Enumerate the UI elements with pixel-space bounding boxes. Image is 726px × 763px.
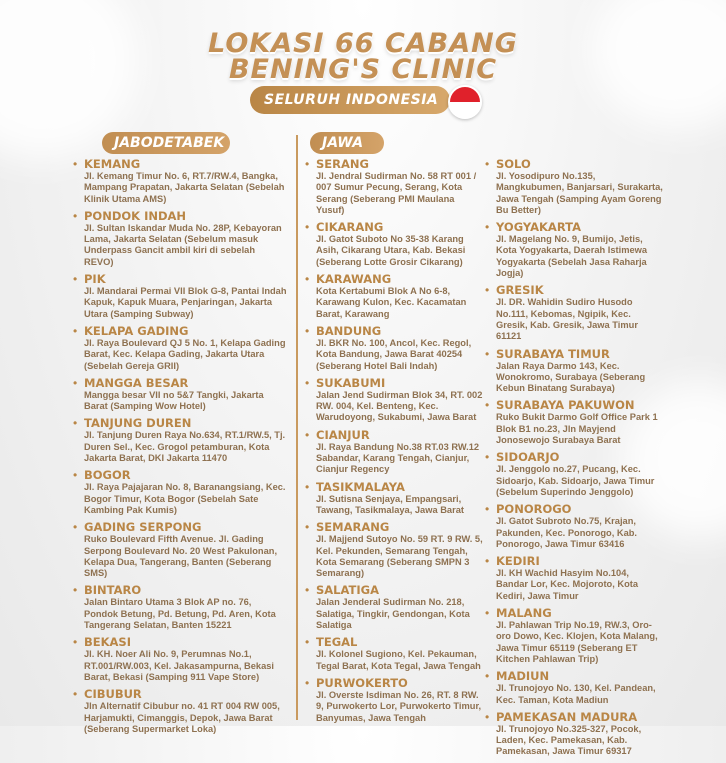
location-address: Kota Kertabumi Blok A No 6-8, Karawang Kulon, Kec. Kacamatan Barat, Karawang xyxy=(316,286,467,319)
location-name: BINTARO xyxy=(84,583,142,598)
location-name: MADIUN xyxy=(496,669,550,684)
location-entry xyxy=(485,711,663,758)
location-name: SURABAYA PAKUWON xyxy=(496,398,635,413)
location-entry xyxy=(305,158,483,216)
section-heading-jawa: JAWA xyxy=(310,132,384,154)
location-address: Jl. Raya Bandung No.38 RT.03 RW.12 Sabandar, Karang Tengah, Cianjur, Cianjur Regency xyxy=(316,441,480,475)
bullet-icon: • xyxy=(73,635,78,650)
location-name: CIBUBUR xyxy=(84,687,142,702)
location-address: Jl. Jenggolo no.27, Pucang, Kec. Sidoarjo, Kab. Sidoarjo, Jawa Timur (Sebelum Superindo Jenggolo) xyxy=(496,464,655,497)
location-name: CIKARANG xyxy=(316,220,384,235)
location-entry xyxy=(73,469,287,516)
location-name: KEDIRI xyxy=(496,554,540,569)
location-name: PURWOKERTO xyxy=(316,675,408,690)
bullet-icon: • xyxy=(73,272,78,287)
bullet-icon: • xyxy=(485,709,490,724)
location-name: MANGGA BESAR xyxy=(84,375,189,390)
location-name: SUKABUMI xyxy=(316,375,386,390)
location-name: PONOROGO xyxy=(496,502,572,517)
bullet-icon: • xyxy=(305,323,310,338)
location-entry xyxy=(73,584,287,631)
bullet-icon: • xyxy=(305,375,310,390)
location-address: Jl. DR. Wahidin Sudiro Husodo No.111, Kebomas, Ngipik, Kec. Gresik, Kab. Gresik, Jawa Timur 61121 xyxy=(496,297,638,342)
location-name: SURABAYA TIMUR xyxy=(496,346,610,361)
location-name: SEMARANG xyxy=(316,520,390,535)
location-entry xyxy=(305,273,483,320)
location-entry xyxy=(305,584,483,631)
location-address: Jln Alternatif Cibubur no. 41 RT 004 RW 005, Harjamukti, Cimanggis, Depok, Jawa Barat (Seberang Supermarket Loka) xyxy=(84,701,280,734)
location-name: BANDUNG xyxy=(316,323,382,338)
title-line-1: LOKASI 66 CABANG xyxy=(208,28,518,59)
location-entry xyxy=(485,399,663,446)
location-address: Jl. Trunojoyo No. 130, Kel. Pandean, Kec. Taman, Kota Madiun xyxy=(496,683,656,705)
location-name: GRESIK xyxy=(496,283,544,298)
location-entry xyxy=(485,348,663,395)
location-name: MALANG xyxy=(496,606,552,621)
location-entry xyxy=(485,670,663,706)
indonesia-flag-icon xyxy=(448,85,482,119)
location-entry xyxy=(485,284,663,342)
location-entry xyxy=(73,521,287,579)
location-address: Jalan Raya Darmo 143, Kec. Wonokromo, Surabaya (Seberang Kebun Binatang Surabaya) xyxy=(496,360,646,394)
location-address: Jl. Sutisna Senjaya, Empangsari, Tawang, Tasikmalaya, Jawa Barat xyxy=(316,493,464,515)
column-divider xyxy=(296,135,298,720)
location-address: Jl. Pahlawan Trip No.19, RW.3, Oro-oro Dowo, Kec. Klojen, Kota Malang, Jawa Timur 65119 (Seberang ET Kitchen Pahlawan Trip) xyxy=(496,620,658,664)
bullet-icon: • xyxy=(485,346,490,361)
location-address: Ruko Boulevard Fifth Avenue. Jl. Gading Serpong Boulevard No. 20 West Pakulonan, Kelapa Dua, Tangerang, Banten (Seberang SMS) xyxy=(84,534,278,579)
location-column-jabodetabek xyxy=(73,158,287,740)
location-name: SALATIGA xyxy=(316,583,379,598)
bullet-icon: • xyxy=(73,323,78,338)
subtitle-badge xyxy=(250,86,450,114)
location-entry xyxy=(305,521,483,579)
location-name: YOGYAKARTA xyxy=(496,220,582,235)
location-name: PIK xyxy=(84,272,106,287)
location-column-jawa xyxy=(305,158,483,729)
location-name: SERANG xyxy=(316,157,369,171)
location-address: Jl. Majjend Sutoyo No. 59 RT. 9 RW. 5, Kel. Pekunden, Semarang Tengah, Kota Semarang (Seberang SMPN 3 Semarang) xyxy=(316,534,483,579)
location-entry xyxy=(485,221,663,279)
location-name: TEGAL xyxy=(316,635,358,650)
location-address: Jl. KH. Noer Ali No. 9, Perumnas No.1, RT.001/RW.003, Kel. Jakasampurna, Bekasi Barat, Bekasi (Samping 911 Vape Store) xyxy=(84,649,275,682)
location-entry xyxy=(73,417,287,464)
location-name: BOGOR xyxy=(84,468,131,483)
location-name: TASIKMALAYA xyxy=(316,479,405,494)
bullet-icon: • xyxy=(485,502,490,517)
location-address: Jl. Sultan Iskandar Muda No. 28P, Kebayoran Lama, Jakarta Selatan (Sebelum masuk Underpass Gancit ambil kiri di sebelah REVO) xyxy=(84,222,282,267)
bullet-icon: • xyxy=(73,157,78,171)
bullet-icon: • xyxy=(485,283,490,298)
location-name: PONDOK INDAH xyxy=(84,208,187,223)
location-name: GADING SERPONG xyxy=(84,520,202,535)
location-entry xyxy=(305,677,483,724)
location-address: Jl. Raya Boulevard QJ 5 No. 1, Kelapa Gading Barat, Kec. Kelapa Gading, Jakarta Utara (Sebelah Gereja GRII) xyxy=(84,337,286,371)
bullet-icon: • xyxy=(485,606,490,621)
location-entry xyxy=(485,158,663,216)
bullet-icon: • xyxy=(485,220,490,235)
bullet-icon: • xyxy=(73,687,78,702)
bullet-icon: • xyxy=(73,375,78,390)
location-name: PAMEKASAN MADURA xyxy=(496,709,638,724)
location-name: CIANJUR xyxy=(316,427,370,442)
bullet-icon: • xyxy=(305,157,310,171)
bullet-icon: • xyxy=(305,427,310,442)
location-entry xyxy=(485,503,663,550)
location-entry xyxy=(485,607,663,665)
location-entry xyxy=(305,221,483,268)
location-entry xyxy=(73,688,287,735)
bullet-icon: • xyxy=(485,554,490,569)
location-name: TANJUNG DUREN xyxy=(84,416,192,431)
location-entry xyxy=(73,210,287,268)
location-address: Jl. Mandarai Permai VII Blok G-8, Pantai Indah Kapuk, Kapuk Muara, Penjaringan, Jakarta Utara (Samping Subway) xyxy=(84,286,287,319)
location-address: Jl. Kemang Timur No. 6, RT.7/RW.4, Bangka, Mampang Prapatan, Jakarta Selatan (Sebelah Klinik Utama AMS) xyxy=(84,171,285,204)
bullet-icon: • xyxy=(305,520,310,535)
location-address: Jl. Kolonel Sugiono, Kel. Pekauman, Tegal Barat, Kota Tegal, Jawa Tengah xyxy=(316,649,481,671)
location-address: Jl. KH Wachid Hasyim No.104, Bandar Lor, Kec. Mojoroto, Kota Kediri, Jawa Timur xyxy=(496,568,639,601)
location-address: Jl. Raya Pajajaran No. 8, Baranangsiang, Kec. Bogor Timur, Kota Bogor (Sebelah Sate Kambing Pak Kumis) xyxy=(84,482,286,515)
bullet-icon: • xyxy=(305,675,310,690)
location-name: KARAWANG xyxy=(316,272,392,287)
location-address: Ruko Bukit Darmo Golf Office Park 1 Blok B1 no.23, Jln Mayjend Jonosewojo Surabaya Barat xyxy=(496,412,658,446)
location-entry xyxy=(305,429,483,476)
bullet-icon: • xyxy=(73,583,78,598)
location-address: Mangga besar VII no 5&7 Tangki, Jakarta Barat (Samping Wow Hotel) xyxy=(84,389,264,412)
location-name: KEMANG xyxy=(84,157,141,171)
location-address: Jl. Overste Isdiman No. 26, RT. 8 RW. 9, Purwokerto Lor, Purwokerto Timur, Banyumas, Jawa Tengah xyxy=(316,689,482,723)
bullet-icon: • xyxy=(305,479,310,494)
location-entry xyxy=(73,273,287,320)
location-address: Jl. Gatot Subroto No.75, Krajan, Pakunden, Kec. Ponorogo, Kab. Ponorogo, Jawa Timur 63416 xyxy=(496,516,638,549)
bullet-icon: • xyxy=(485,450,490,465)
location-entry xyxy=(305,636,483,672)
location-entry xyxy=(73,325,287,372)
location-entry xyxy=(305,377,483,424)
location-address: Jl. Jendral Sudirman No. 58 RT 001 / 007 Sumur Pecung, Serang, Kota Serang (Seberang PMI Maulana Yusuf) xyxy=(316,171,477,215)
location-address: Jl. Magelang No. 9, Bumijo, Jetis, Kota Yogyakarta, Daerah Istimewa Yogyakarta (Sebelah Jasa Raharja Jogja) xyxy=(496,234,648,279)
bullet-icon: • xyxy=(305,583,310,598)
title-line-2: BENING'S CLINIC xyxy=(228,54,498,85)
bullet-icon: • xyxy=(305,220,310,235)
location-entry xyxy=(485,451,663,498)
location-address: Jl. Tanjung Duren Raya No.634, RT.1/RW.5, Tj. Duren Sel., Kec. Grogol petamburan, Kota Jakarta Barat, DKI Jakarta 11470 xyxy=(84,430,286,464)
location-address: Jalan Jenderal Sudirman No. 218, Salatiga, Tingkir, Gendongan, Kota Salatiga xyxy=(316,597,470,631)
location-name: SIDOARJO xyxy=(496,450,560,465)
subtitle-text: SELURUH INDONESIA xyxy=(264,92,439,108)
bullet-icon: • xyxy=(73,520,78,535)
location-address: Jl. Trunojoyo No.325-327, Pocok, Laden, Kec. Pamekasan, Kab. Pamekasan, Jawa Timur 69317 xyxy=(496,723,642,757)
location-address: Jalan Jend Sudirman Blok 34, RT. 002 RW. 004, Kel. Benteng, Kec. Warudoyong, Sukabumi, Jawa Barat xyxy=(316,389,483,423)
location-entry xyxy=(305,325,483,372)
location-column-jawa-2 xyxy=(485,158,663,763)
location-name: SOLO xyxy=(496,157,531,171)
bullet-icon: • xyxy=(485,669,490,684)
location-entry xyxy=(73,636,287,683)
bullet-icon: • xyxy=(73,208,78,223)
location-name: BEKASI xyxy=(84,635,131,650)
bullet-icon: • xyxy=(485,157,490,171)
location-address: Jl. Yosodipuro No.135, Mangkubumen, Banjarsari, Surakarta, Jawa Tengah (Samping Ayam Goreng Bu Better) xyxy=(496,171,663,215)
bullet-icon: • xyxy=(73,468,78,483)
location-name: KELAPA GADING xyxy=(84,323,189,338)
bullet-icon: • xyxy=(305,272,310,287)
bullet-icon: • xyxy=(305,635,310,650)
location-address: Jalan Bintaro Utama 3 Blok AP no. 76, Pondok Betung, Pd. Betung, Pd. Aren, Kota Tangerang Selatan, Banten 15221 xyxy=(84,597,276,631)
location-address: Jl. BKR No. 100, Ancol, Kec. Regol, Kota Bandung, Jawa Barat 40254 (Seberang Hotel Bali Indah) xyxy=(316,337,472,371)
location-entry xyxy=(73,377,287,413)
bullet-icon: • xyxy=(73,416,78,431)
location-address: Jl. Gatot Suboto No 35-38 Karang Asih, Cikarang Utara, Kab. Bekasi (Seberang Lotte Grosir Cikarang) xyxy=(316,234,466,267)
location-entry xyxy=(73,158,287,205)
bullet-icon: • xyxy=(485,398,490,413)
section-heading-jabodetabek: JABODETABEK xyxy=(102,132,230,154)
location-entry xyxy=(305,481,483,517)
location-entry xyxy=(485,555,663,602)
